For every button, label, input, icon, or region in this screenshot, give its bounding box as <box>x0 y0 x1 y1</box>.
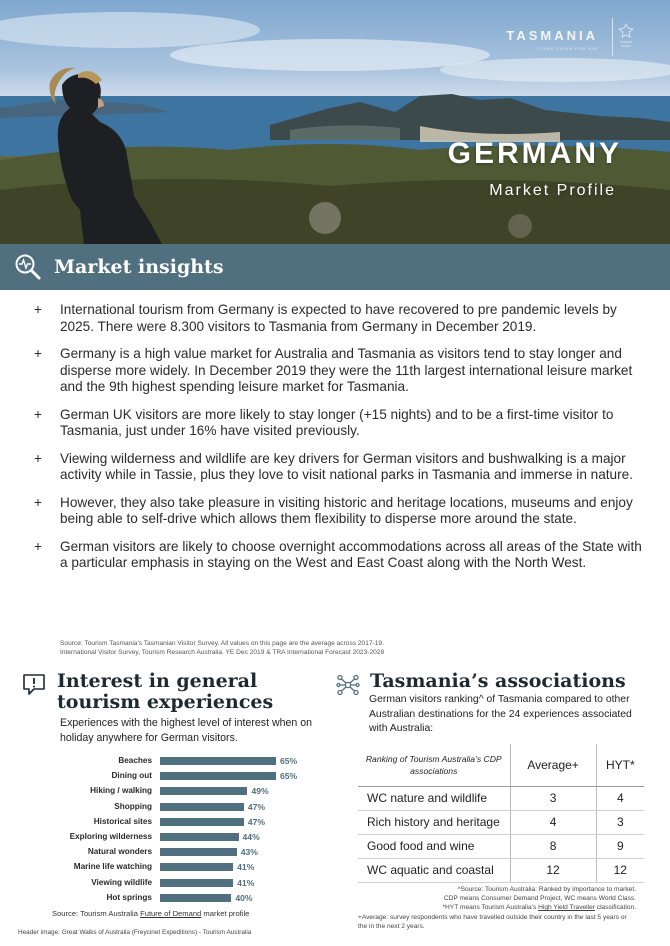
insights-source-line: Source: Tourism Tasmania's Tasmanian Visitor Survey. All values on this page are the average across 2017-19. <box>60 640 384 647</box>
note-line <box>358 903 636 912</box>
bullet-plus: + <box>34 346 42 361</box>
speech-bubble-icon <box>22 673 46 695</box>
list-item <box>30 346 642 396</box>
list-item <box>30 451 642 484</box>
bar-row <box>60 877 316 889</box>
interest-description: Experiences with the highest level of interest when on holiday anywhere for German visitors. <box>60 717 313 744</box>
bar-value-label: 41% <box>237 862 255 873</box>
bullet-plus: + <box>34 450 42 466</box>
bar-row <box>60 892 316 904</box>
brand-logo-text: TASMANIA <box>506 28 598 43</box>
bar-value-label: 65% <box>280 771 298 782</box>
table-row <box>358 834 644 858</box>
bar-value-label: 47% <box>247 816 266 827</box>
bar-value-label: 47% <box>247 801 266 812</box>
bar-row <box>60 831 316 843</box>
associations-title: Tasmania’s associations <box>370 670 626 692</box>
interest-source-prefix: Source: Tourism Australia <box>52 909 141 918</box>
bullet-plus: + <box>34 538 42 554</box>
bar-value-label: 44% <box>242 832 260 842</box>
bar-value-label: 40% <box>235 892 253 903</box>
list-item <box>30 495 642 528</box>
bar-category-label: Hiking / walking <box>90 786 152 796</box>
table-row <box>358 810 644 834</box>
note-prefix: *HYT means Tourism Australia’s <box>442 904 539 912</box>
interest-title-line: tourism experiences <box>57 691 274 713</box>
list-item <box>30 302 642 335</box>
association-name: WC nature and wildlife <box>358 786 510 810</box>
bar-mark <box>160 894 231 902</box>
bar-category-label: Marine life watching <box>73 862 152 872</box>
bar-category-label: Viewing wildlife <box>91 877 152 887</box>
hyt-rank: 3 <box>596 810 644 834</box>
associations-notes <box>358 885 636 931</box>
bar-category-label: Dining out <box>111 771 152 781</box>
associations-description: German visitors ranking^ of Tasmania compared to other Australian destinations for the 24 experiences associated with Australia: <box>369 694 632 734</box>
brand-emblem-icon <box>612 18 638 56</box>
bar-mark <box>160 863 233 871</box>
bullet-plus: + <box>34 494 42 510</box>
insight-text: German UK visitors are more likely to stay longer (+15 nights) and to be a first-time visitor to Tasmania, just under 16% have visited previously. <box>60 406 614 438</box>
bar-row <box>60 770 316 782</box>
brand-tagline: COME DOWN FOR AIR <box>538 46 598 51</box>
future-of-demand-link[interactable]: Future of Demand <box>140 909 202 918</box>
bar-category-label: Beaches <box>118 756 152 765</box>
note-line: +Average: survey respondents who have travelled outside their country in the last 5 years or the in the next 2 years. <box>358 913 627 930</box>
bar-mark <box>160 818 244 826</box>
bar-row <box>60 861 316 873</box>
association-name: Good food and wine <box>358 834 510 858</box>
insight-text: German visitors are likely to choose overnight accommodations across all areas of the State with a particular emphasis in staying on the West and East Coast along with the North West. <box>60 538 642 570</box>
bar-mark <box>160 772 276 780</box>
bar-mark <box>160 757 276 765</box>
association-name: WC aquatic and coastal <box>358 858 510 882</box>
header-hyt: HYT* <box>596 744 644 786</box>
note-line: CDP means Consumer Demand Project, WC means World Class. <box>443 895 636 903</box>
bar-category-label: Hot springs <box>106 892 152 902</box>
insights-source-line: International Visitor Survey, Tourism Research Australia. YE Dec 2019 & TRA International Forecast 2023-2028 <box>60 648 385 656</box>
hero-subtitle: Market Profile <box>489 182 616 199</box>
association-name: Rich history and heritage <box>358 810 510 834</box>
bar-row <box>60 755 316 767</box>
insights-list <box>30 302 642 583</box>
insight-text: Viewing wilderness and wildlife are key drivers for German visitors and bushwalking is a major activity while in Tassie, plus they love to visit national parks in Tasmania and immerse in nature. <box>60 450 633 482</box>
header-average: Average+ <box>510 744 596 786</box>
high-yield-traveller-link[interactable]: High Yield Traveller <box>538 904 595 912</box>
bar-mark <box>160 879 233 887</box>
list-item <box>30 539 642 572</box>
bar-mark <box>160 803 244 811</box>
bar-mark <box>160 833 239 841</box>
bar-row <box>60 816 316 828</box>
market-insights-header <box>0 244 670 290</box>
average-rank: 4 <box>510 810 596 834</box>
market-insights-title: Market insights <box>54 256 224 278</box>
average-rank: 3 <box>510 786 596 810</box>
bar-row <box>60 801 316 813</box>
insight-text: Germany is a high value market for Australia and Tasmania as visitors tend to stay longer and disperse more widely. In December 2019 they were the 11th largest international leisure market and the 9th highest spending leisure market for Tasmania. <box>60 346 633 394</box>
interest-title-line: Interest in general <box>57 670 258 692</box>
bar-category-label: Shopping <box>114 801 152 811</box>
interest-source <box>52 909 249 918</box>
bar-value-label: 49% <box>251 786 269 797</box>
average-rank: 8 <box>510 834 596 858</box>
hero-title: GERMANY <box>447 137 622 170</box>
bar-category-label: Historical sites <box>93 816 152 826</box>
interest-source-suffix: market profile <box>201 909 250 918</box>
bar-value-label: 65% <box>280 756 298 766</box>
bar-row <box>60 846 316 858</box>
bullet-plus: + <box>34 302 42 317</box>
list-item <box>30 407 642 440</box>
hyt-rank: 4 <box>596 786 644 810</box>
bar-value-label: 43% <box>240 847 258 858</box>
table-header-row <box>358 744 644 786</box>
insight-text: International tourism from Germany is expected to have recovered to pre pandemic levels by 2025. There were 8.300 visitors to Tasmania from Germany in December 2019. <box>60 302 617 334</box>
bar-mark <box>160 787 247 795</box>
hyt-rank: 12 <box>596 858 644 882</box>
hero-banner <box>0 0 670 244</box>
header-ranking: Ranking of Tourism Australia’s CDP associations <box>358 744 510 786</box>
interest-title <box>57 671 317 713</box>
insights-source <box>60 640 384 657</box>
table-row <box>358 858 644 882</box>
table-row <box>358 786 644 810</box>
insight-text: However, they also take pleasure in visiting historic and heritage locations, museums and enjoy being able to self-drive which allows them flexibility to disperse more around the state. <box>60 494 633 526</box>
header-image-credit: Header image: Great Walks of Australia (Freycinet Expeditions) - Tourism Australia <box>18 929 252 936</box>
note-line: ^Source: Tourism Australia: Ranked by importance to market. <box>457 886 636 893</box>
associations-table <box>358 744 644 883</box>
note-suffix: classification. <box>594 904 636 912</box>
bar-value-label: 41% <box>237 877 255 888</box>
bar-category-label: Exploring wilderness <box>69 832 152 841</box>
average-rank: 12 <box>510 858 596 882</box>
bullet-plus: + <box>34 406 42 422</box>
network-nodes-icon <box>336 674 360 696</box>
hyt-rank: 9 <box>596 834 644 858</box>
magnifier-pulse-icon <box>14 253 42 281</box>
bar-row <box>60 785 316 797</box>
bar-mark <box>160 848 237 856</box>
bar-category-label: Natural wonders <box>87 847 152 857</box>
